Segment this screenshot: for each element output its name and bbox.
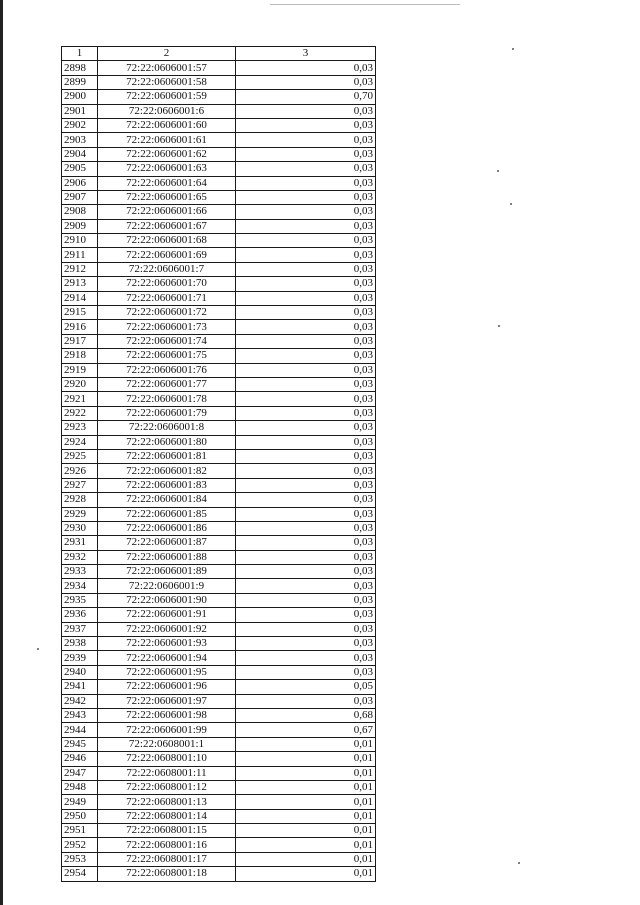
row-number: 2918 bbox=[62, 349, 98, 363]
row-number: 2907 bbox=[62, 190, 98, 204]
table-row bbox=[62, 708, 376, 722]
cadastral-number: 72:22:0606001:78 bbox=[98, 392, 236, 406]
table-row bbox=[62, 464, 376, 478]
table-row bbox=[62, 205, 376, 219]
row-number: 2908 bbox=[62, 205, 98, 219]
row-number: 2951 bbox=[62, 824, 98, 838]
cadastral-number: 72:22:0606001:95 bbox=[98, 665, 236, 679]
row-number: 2928 bbox=[62, 493, 98, 507]
row-number: 2954 bbox=[62, 867, 98, 881]
row-number: 2915 bbox=[62, 306, 98, 320]
table-row bbox=[62, 75, 376, 89]
area-value: 0,03 bbox=[236, 478, 376, 492]
area-value: 0,03 bbox=[236, 665, 376, 679]
scan-top-edge-line bbox=[270, 4, 460, 5]
area-value: 0,01 bbox=[236, 752, 376, 766]
cadastral-number: 72:22:0606001:81 bbox=[98, 449, 236, 463]
row-number: 2923 bbox=[62, 421, 98, 435]
area-value: 0,67 bbox=[236, 723, 376, 737]
area-value: 0,03 bbox=[236, 521, 376, 535]
cadastral-number: 72:22:0606001:97 bbox=[98, 694, 236, 708]
cadastral-number: 72:22:0606001:75 bbox=[98, 349, 236, 363]
area-value: 0,03 bbox=[236, 176, 376, 190]
row-number: 2920 bbox=[62, 377, 98, 391]
area-value: 0,05 bbox=[236, 680, 376, 694]
row-number: 2929 bbox=[62, 507, 98, 521]
table-row bbox=[62, 147, 376, 161]
cadastral-number: 72:22:0606001:72 bbox=[98, 306, 236, 320]
row-number: 2935 bbox=[62, 593, 98, 607]
area-value: 0,03 bbox=[236, 608, 376, 622]
area-value: 0,03 bbox=[236, 104, 376, 118]
area-value: 0,03 bbox=[236, 75, 376, 89]
cadastral-number: 72:22:0606001:92 bbox=[98, 622, 236, 636]
header-col-2: 2 bbox=[98, 47, 236, 61]
cadastral-number: 72:22:0606001:93 bbox=[98, 637, 236, 651]
table-row bbox=[62, 752, 376, 766]
area-value: 0,03 bbox=[236, 421, 376, 435]
cadastral-number: 72:22:0606001:79 bbox=[98, 406, 236, 420]
cadastral-number: 72:22:0606001:8 bbox=[98, 421, 236, 435]
cadastral-number: 72:22:0606001:58 bbox=[98, 75, 236, 89]
table-row bbox=[62, 320, 376, 334]
row-number: 2911 bbox=[62, 248, 98, 262]
cadastral-number: 72:22:0606001:96 bbox=[98, 680, 236, 694]
cadastral-number: 72:22:0606001:80 bbox=[98, 435, 236, 449]
table-row bbox=[62, 867, 376, 881]
table-row bbox=[62, 306, 376, 320]
table-row bbox=[62, 536, 376, 550]
table-row bbox=[62, 363, 376, 377]
table-row bbox=[62, 291, 376, 305]
area-value: 0,03 bbox=[236, 190, 376, 204]
area-value: 0,03 bbox=[236, 277, 376, 291]
cadastral-registry-table bbox=[61, 46, 376, 882]
row-number: 2948 bbox=[62, 780, 98, 794]
area-value: 0,01 bbox=[236, 824, 376, 838]
row-number: 2898 bbox=[62, 61, 98, 75]
row-number: 2936 bbox=[62, 608, 98, 622]
cadastral-number: 72:22:0606001:60 bbox=[98, 118, 236, 132]
area-value: 0,03 bbox=[236, 536, 376, 550]
row-number: 2903 bbox=[62, 133, 98, 147]
row-number: 2921 bbox=[62, 392, 98, 406]
row-number: 2934 bbox=[62, 579, 98, 593]
cadastral-number: 72:22:0606001:7 bbox=[98, 262, 236, 276]
row-number: 2900 bbox=[62, 90, 98, 104]
table-row bbox=[62, 493, 376, 507]
area-value: 0,01 bbox=[236, 867, 376, 881]
cadastral-number: 72:22:0606001:76 bbox=[98, 363, 236, 377]
table-row bbox=[62, 723, 376, 737]
table-body bbox=[62, 61, 376, 881]
table-row bbox=[62, 824, 376, 838]
table-row bbox=[62, 104, 376, 118]
area-value: 0,03 bbox=[236, 133, 376, 147]
table-row bbox=[62, 622, 376, 636]
table-row bbox=[62, 190, 376, 204]
row-number: 2950 bbox=[62, 809, 98, 823]
cadastral-number: 72:22:0608001:16 bbox=[98, 838, 236, 852]
cadastral-number: 72:22:0606001:91 bbox=[98, 608, 236, 622]
cadastral-number: 72:22:0606001:61 bbox=[98, 133, 236, 147]
row-number: 2927 bbox=[62, 478, 98, 492]
scan-speck bbox=[497, 170, 499, 172]
row-number: 2909 bbox=[62, 219, 98, 233]
row-number: 2937 bbox=[62, 622, 98, 636]
scan-speck bbox=[518, 862, 520, 864]
row-number: 2914 bbox=[62, 291, 98, 305]
area-value: 0,03 bbox=[236, 565, 376, 579]
header-col-1: 1 bbox=[62, 47, 98, 61]
cadastral-number: 72:22:0606001:74 bbox=[98, 334, 236, 348]
cadastral-number: 72:22:0606001:82 bbox=[98, 464, 236, 478]
area-value: 0,03 bbox=[236, 435, 376, 449]
cadastral-number: 72:22:0606001:71 bbox=[98, 291, 236, 305]
area-value: 0,03 bbox=[236, 651, 376, 665]
table-row bbox=[62, 61, 376, 75]
area-value: 0,03 bbox=[236, 464, 376, 478]
header-col-3: 3 bbox=[236, 47, 376, 61]
table-row bbox=[62, 421, 376, 435]
cadastral-number: 72:22:0608001:10 bbox=[98, 752, 236, 766]
area-value: 0,68 bbox=[236, 708, 376, 722]
table-row bbox=[62, 780, 376, 794]
area-value: 0,03 bbox=[236, 334, 376, 348]
scan-speck bbox=[512, 48, 514, 50]
area-value: 0,01 bbox=[236, 809, 376, 823]
table-row bbox=[62, 852, 376, 866]
area-value: 0,03 bbox=[236, 377, 376, 391]
table-row bbox=[62, 334, 376, 348]
area-value: 0,03 bbox=[236, 234, 376, 248]
row-number: 2943 bbox=[62, 708, 98, 722]
area-value: 0,03 bbox=[236, 392, 376, 406]
table-row bbox=[62, 550, 376, 564]
area-value: 0,03 bbox=[236, 622, 376, 636]
cadastral-number: 72:22:0606001:77 bbox=[98, 377, 236, 391]
table-row bbox=[62, 579, 376, 593]
cadastral-number: 72:22:0606001:90 bbox=[98, 593, 236, 607]
table-row bbox=[62, 176, 376, 190]
row-number: 2930 bbox=[62, 521, 98, 535]
cadastral-number: 72:22:0606001:69 bbox=[98, 248, 236, 262]
table-row bbox=[62, 234, 376, 248]
cadastral-number: 72:22:0606001:86 bbox=[98, 521, 236, 535]
row-number: 2947 bbox=[62, 766, 98, 780]
cadastral-number: 72:22:0606001:84 bbox=[98, 493, 236, 507]
table-row bbox=[62, 593, 376, 607]
table-row bbox=[62, 766, 376, 780]
table-row bbox=[62, 809, 376, 823]
cadastral-number: 72:22:0606001:59 bbox=[98, 90, 236, 104]
row-number: 2946 bbox=[62, 752, 98, 766]
row-number: 2899 bbox=[62, 75, 98, 89]
table-row bbox=[62, 838, 376, 852]
table-row bbox=[62, 680, 376, 694]
row-number: 2919 bbox=[62, 363, 98, 377]
area-value: 0,03 bbox=[236, 320, 376, 334]
row-number: 2945 bbox=[62, 737, 98, 751]
area-value: 0,03 bbox=[236, 306, 376, 320]
cadastral-number: 72:22:0606001:66 bbox=[98, 205, 236, 219]
table-row bbox=[62, 277, 376, 291]
table-row bbox=[62, 694, 376, 708]
table-row bbox=[62, 435, 376, 449]
area-value: 0,03 bbox=[236, 637, 376, 651]
area-value: 0,03 bbox=[236, 449, 376, 463]
cadastral-number: 72:22:0606001:99 bbox=[98, 723, 236, 737]
area-value: 0,03 bbox=[236, 147, 376, 161]
row-number: 2933 bbox=[62, 565, 98, 579]
area-value: 0,01 bbox=[236, 737, 376, 751]
table-row bbox=[62, 377, 376, 391]
area-value: 0,03 bbox=[236, 205, 376, 219]
cadastral-number: 72:22:0606001:70 bbox=[98, 277, 236, 291]
table-row bbox=[62, 637, 376, 651]
table-row bbox=[62, 478, 376, 492]
area-value: 0,03 bbox=[236, 550, 376, 564]
area-value: 0,03 bbox=[236, 593, 376, 607]
row-number: 2901 bbox=[62, 104, 98, 118]
area-value: 0,01 bbox=[236, 795, 376, 809]
area-value: 0,01 bbox=[236, 780, 376, 794]
row-number: 2905 bbox=[62, 162, 98, 176]
cadastral-number: 72:22:0608001:15 bbox=[98, 824, 236, 838]
cadastral-number: 72:22:0606001:57 bbox=[98, 61, 236, 75]
row-number: 2910 bbox=[62, 234, 98, 248]
cadastral-number: 72:22:0608001:18 bbox=[98, 867, 236, 881]
cadastral-number: 72:22:0606001:62 bbox=[98, 147, 236, 161]
scan-speck bbox=[510, 203, 512, 205]
cadastral-number: 72:22:0606001:98 bbox=[98, 708, 236, 722]
row-number: 2904 bbox=[62, 147, 98, 161]
area-value: 0,03 bbox=[236, 61, 376, 75]
cadastral-number: 72:22:0606001:63 bbox=[98, 162, 236, 176]
area-value: 0,70 bbox=[236, 90, 376, 104]
row-number: 2906 bbox=[62, 176, 98, 190]
table-row bbox=[62, 737, 376, 751]
cadastral-number: 72:22:0608001:17 bbox=[98, 852, 236, 866]
table-row bbox=[62, 118, 376, 132]
area-value: 0,03 bbox=[236, 162, 376, 176]
table-row bbox=[62, 219, 376, 233]
cadastral-number: 72:22:0606001:73 bbox=[98, 320, 236, 334]
row-number: 2938 bbox=[62, 637, 98, 651]
table-row bbox=[62, 392, 376, 406]
cadastral-number: 72:22:0608001:11 bbox=[98, 766, 236, 780]
cadastral-number: 72:22:0606001:85 bbox=[98, 507, 236, 521]
area-value: 0,03 bbox=[236, 507, 376, 521]
cadastral-number: 72:22:0608001:13 bbox=[98, 795, 236, 809]
area-value: 0,03 bbox=[236, 406, 376, 420]
row-number: 2926 bbox=[62, 464, 98, 478]
row-number: 2917 bbox=[62, 334, 98, 348]
table-row bbox=[62, 90, 376, 104]
scan-speck bbox=[498, 325, 500, 327]
area-value: 0,03 bbox=[236, 579, 376, 593]
row-number: 2939 bbox=[62, 651, 98, 665]
table-row bbox=[62, 665, 376, 679]
cadastral-number: 72:22:0606001:67 bbox=[98, 219, 236, 233]
area-value: 0,03 bbox=[236, 248, 376, 262]
row-number: 2953 bbox=[62, 852, 98, 866]
table-row bbox=[62, 521, 376, 535]
cadastral-number: 72:22:0606001:6 bbox=[98, 104, 236, 118]
row-number: 2913 bbox=[62, 277, 98, 291]
table-row bbox=[62, 248, 376, 262]
table-row bbox=[62, 449, 376, 463]
cadastral-number: 72:22:0608001:12 bbox=[98, 780, 236, 794]
area-value: 0,03 bbox=[236, 694, 376, 708]
table-row bbox=[62, 133, 376, 147]
table-row bbox=[62, 406, 376, 420]
cadastral-number: 72:22:0606001:87 bbox=[98, 536, 236, 550]
cadastral-number: 72:22:0606001:9 bbox=[98, 579, 236, 593]
row-number: 2942 bbox=[62, 694, 98, 708]
row-number: 2940 bbox=[62, 665, 98, 679]
cadastral-number: 72:22:0606001:83 bbox=[98, 478, 236, 492]
table-row bbox=[62, 795, 376, 809]
row-number: 2922 bbox=[62, 406, 98, 420]
row-number: 2931 bbox=[62, 536, 98, 550]
scan-left-edge-bar bbox=[0, 0, 3, 905]
row-number: 2924 bbox=[62, 435, 98, 449]
cadastral-number: 72:22:0606001:65 bbox=[98, 190, 236, 204]
row-number: 2944 bbox=[62, 723, 98, 737]
table-row bbox=[62, 162, 376, 176]
area-value: 0,03 bbox=[236, 262, 376, 276]
area-value: 0,01 bbox=[236, 838, 376, 852]
table-header-row bbox=[62, 47, 376, 61]
cadastral-number: 72:22:0608001:14 bbox=[98, 809, 236, 823]
row-number: 2902 bbox=[62, 118, 98, 132]
area-value: 0,03 bbox=[236, 219, 376, 233]
row-number: 2912 bbox=[62, 262, 98, 276]
row-number: 2941 bbox=[62, 680, 98, 694]
area-value: 0,03 bbox=[236, 291, 376, 305]
area-value: 0,03 bbox=[236, 493, 376, 507]
table-row bbox=[62, 608, 376, 622]
row-number: 2949 bbox=[62, 795, 98, 809]
cadastral-number: 72:22:0606001:88 bbox=[98, 550, 236, 564]
scan-speck bbox=[37, 648, 39, 650]
row-number: 2932 bbox=[62, 550, 98, 564]
cadastral-number: 72:22:0608001:1 bbox=[98, 737, 236, 751]
table-row bbox=[62, 507, 376, 521]
cadastral-number: 72:22:0606001:89 bbox=[98, 565, 236, 579]
table-row bbox=[62, 262, 376, 276]
area-value: 0,01 bbox=[236, 852, 376, 866]
cadastral-number: 72:22:0606001:94 bbox=[98, 651, 236, 665]
row-number: 2925 bbox=[62, 449, 98, 463]
row-number: 2916 bbox=[62, 320, 98, 334]
row-number: 2952 bbox=[62, 838, 98, 852]
area-value: 0,03 bbox=[236, 349, 376, 363]
area-value: 0,03 bbox=[236, 118, 376, 132]
cadastral-number: 72:22:0606001:64 bbox=[98, 176, 236, 190]
table-row bbox=[62, 565, 376, 579]
area-value: 0,03 bbox=[236, 363, 376, 377]
table-row bbox=[62, 651, 376, 665]
area-value: 0,01 bbox=[236, 766, 376, 780]
table-row bbox=[62, 349, 376, 363]
cadastral-number: 72:22:0606001:68 bbox=[98, 234, 236, 248]
